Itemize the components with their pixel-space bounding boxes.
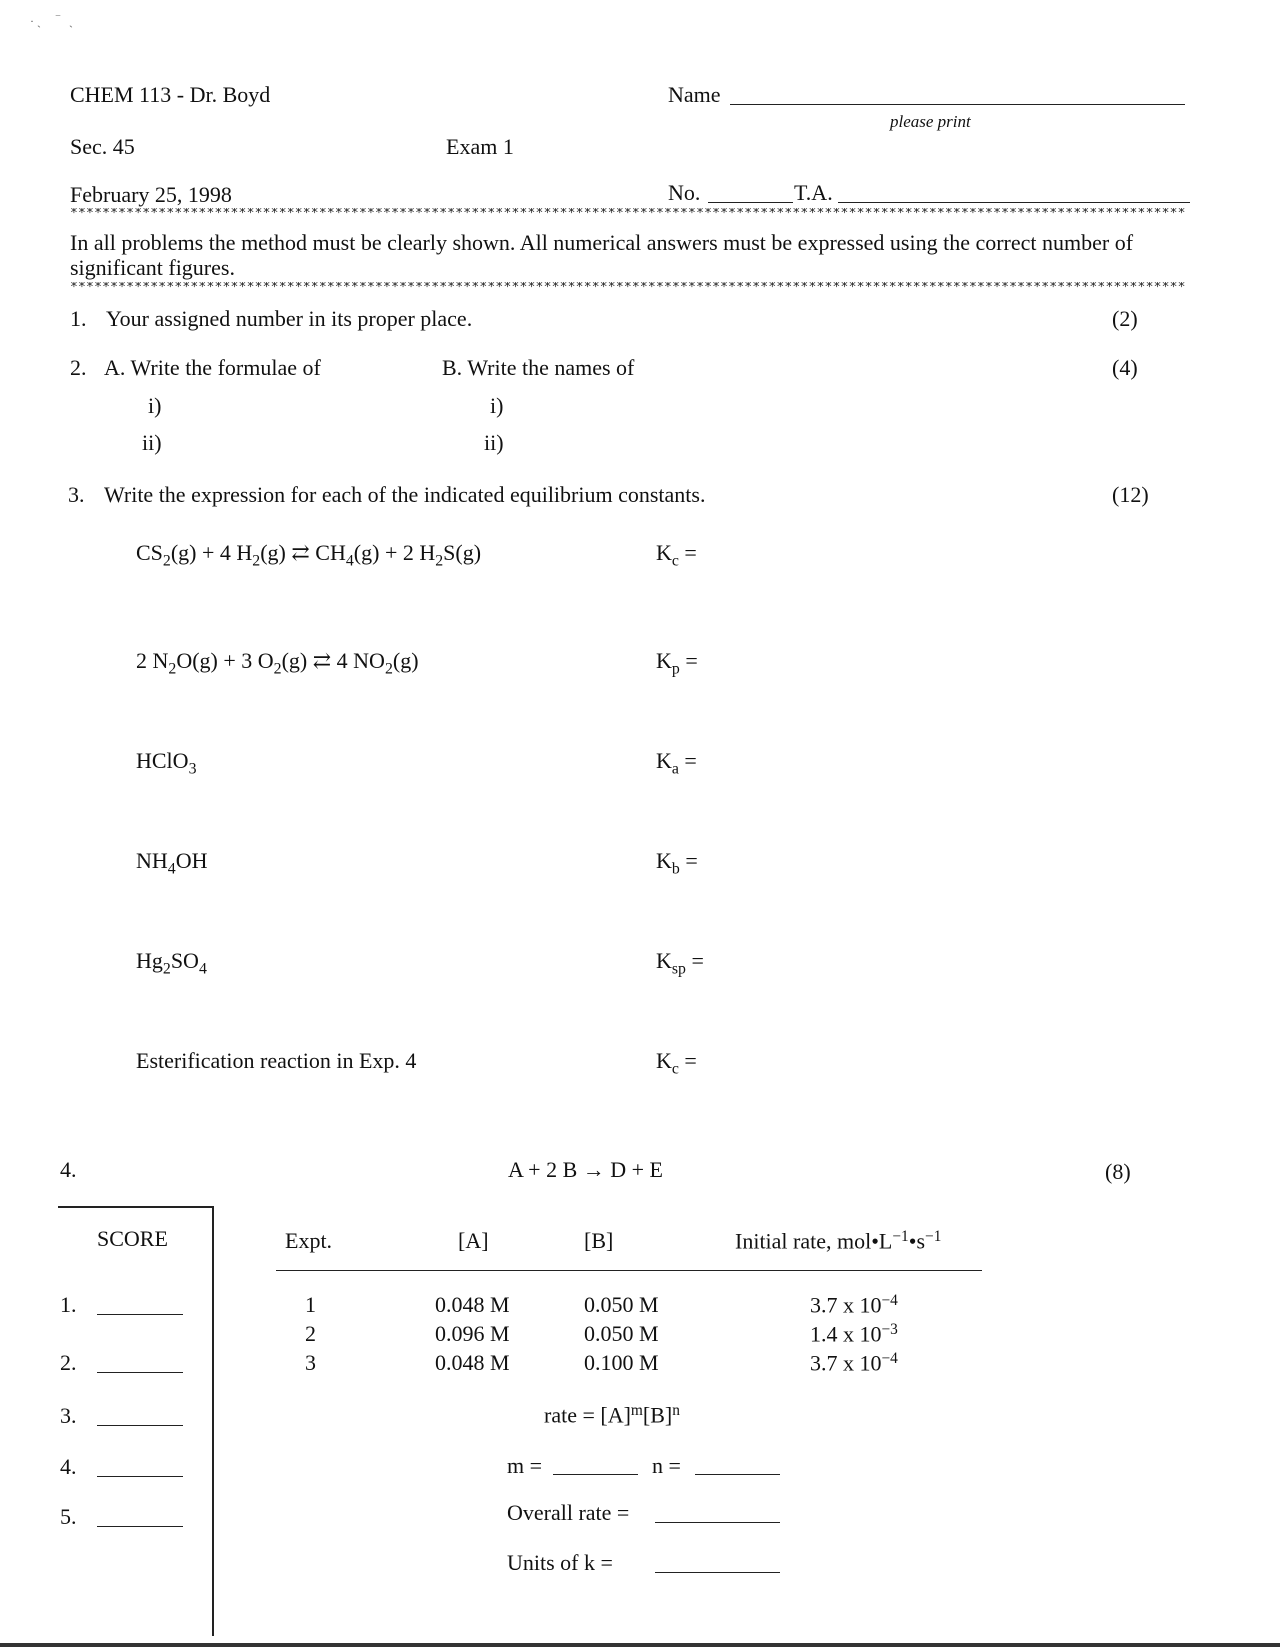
course-title: CHEM 113 - Dr. Boyd bbox=[70, 82, 271, 107]
q2-part-b: B. Write the names of bbox=[442, 355, 635, 380]
q1-points: (2) bbox=[1112, 306, 1138, 331]
star-divider-bottom: ******************************************************************************************************************************************* bbox=[70, 282, 1186, 294]
q3-points: (12) bbox=[1112, 482, 1149, 507]
q4-reaction: A + 2 B → D + E bbox=[508, 1157, 663, 1182]
table-cell-r1-c4: 3.7 x $10^{-4}$ bbox=[810, 1292, 898, 1318]
name-label: Name bbox=[668, 82, 721, 107]
table-cell-r2-c4: 1.4 x $10^{-3}$ bbox=[810, 1321, 898, 1347]
table-cell-r3-c4: 3.7 x $10^{-4}$ bbox=[810, 1350, 898, 1376]
score-item-field-3[interactable] bbox=[97, 1425, 183, 1426]
number-label: No. bbox=[668, 180, 701, 205]
score-item-field-4[interactable] bbox=[97, 1476, 183, 1477]
score-box-top bbox=[58, 1206, 212, 1208]
q3-constant-3: $K_a$ = bbox=[656, 748, 697, 778]
instructions: In all problems the method must be clearly shown. All numerical answers must be expressed using the correct number of significant figures. bbox=[70, 230, 1134, 280]
q3-number: 3. bbox=[68, 482, 85, 507]
m-label: m = bbox=[507, 1453, 543, 1478]
exam-label: Exam 1 bbox=[446, 134, 514, 159]
q3-constant-2: $K_p$ = bbox=[656, 648, 698, 678]
q2-number: 2. bbox=[70, 355, 87, 380]
score-item-label-1: 1. bbox=[60, 1292, 77, 1317]
q1-number: 1. bbox=[70, 306, 87, 331]
table-cell-r1-c1: 1 bbox=[305, 1292, 316, 1317]
page-bottom-edge bbox=[0, 1643, 1280, 1647]
ta-label: T.A. bbox=[794, 180, 833, 205]
q3-species-6: Esterification reaction in Exp. 4 bbox=[136, 1048, 417, 1073]
q3-species-3: HClO$_3$ bbox=[136, 748, 197, 778]
name-hint: please print bbox=[890, 112, 971, 131]
table-cell-r1-c3: 0.050 M bbox=[584, 1292, 659, 1317]
q1-text: Your assigned number in its proper place. bbox=[106, 306, 473, 331]
score-item-label-2: 2. bbox=[60, 1350, 77, 1375]
table-header-2: [A] bbox=[458, 1228, 489, 1253]
q3-species-5: $Hg_2SO_4$ bbox=[136, 948, 207, 978]
star-divider-top: ******************************************************************************************************************************************* bbox=[70, 208, 1186, 220]
table-header-rule bbox=[276, 1270, 982, 1271]
table-cell-r3-c3: 0.100 M bbox=[584, 1350, 659, 1375]
q3-constant-5: $K_{sp}$ = bbox=[656, 948, 704, 978]
score-item-field-5[interactable] bbox=[97, 1526, 183, 1527]
score-item-label-3: 3. bbox=[60, 1403, 77, 1428]
q2-a-item-ii: ii) bbox=[142, 430, 162, 455]
score-title: SCORE bbox=[97, 1226, 168, 1251]
q2-b-item-i: i) bbox=[490, 393, 504, 418]
q3-species-4: $NH_4OH$ bbox=[136, 848, 208, 878]
score-item-label-4: 4. bbox=[60, 1454, 77, 1479]
q3-species-2: 2 $N_2O(g) + 3$ $O_2(g)$ ⇄ 4 $NO_2(g)$ bbox=[136, 648, 419, 678]
table-cell-r2-c2: 0.096 M bbox=[435, 1321, 510, 1346]
table-cell-r2-c3: 0.050 M bbox=[584, 1321, 659, 1346]
q3-text: Write the expression for each of the indicated equilibrium constants. bbox=[104, 482, 706, 507]
n-label: n = bbox=[652, 1453, 681, 1478]
table-header-3: [B] bbox=[584, 1228, 614, 1253]
q3-species-1: $CS_2(g) + 4$ $H_2(g)$ ⇄ $CH_4(g) + 2$ $H_2S(g)$ bbox=[136, 540, 482, 570]
q4-points: (8) bbox=[1105, 1159, 1131, 1184]
score-box-right bbox=[212, 1206, 214, 1636]
q3-constant-1: $K_c$ = bbox=[656, 540, 697, 570]
q3-constant-6: $K_c$ = bbox=[656, 1048, 697, 1078]
q3-constant-4: $K_b$ = bbox=[656, 848, 698, 878]
m-answer-field[interactable] bbox=[553, 1474, 638, 1475]
q2-points: (4) bbox=[1112, 355, 1138, 380]
q2-b-item-ii: ii) bbox=[484, 430, 504, 455]
units-label: Units of k = bbox=[507, 1550, 613, 1575]
score-item-field-1[interactable] bbox=[97, 1314, 183, 1315]
units-field[interactable] bbox=[655, 1572, 780, 1573]
table-cell-r1-c2: 0.048 M bbox=[435, 1292, 510, 1317]
q2-a-item-i: i) bbox=[148, 393, 162, 418]
score-item-field-2[interactable] bbox=[97, 1372, 183, 1373]
n-answer-field[interactable] bbox=[695, 1474, 780, 1475]
overall-rate-field[interactable] bbox=[655, 1522, 780, 1523]
number-field[interactable] bbox=[708, 202, 793, 203]
score-item-label-5: 5. bbox=[60, 1504, 77, 1529]
table-header-1: Expt. bbox=[285, 1228, 333, 1253]
q2-part-a: A. Write the formulae of bbox=[104, 355, 321, 380]
scan-specks: · ˎ ‾ ˎ bbox=[30, 14, 73, 28]
table-cell-r3-c1: 3 bbox=[305, 1350, 316, 1375]
rate-law: rate = $[A]^m[B]^n$ bbox=[544, 1402, 680, 1428]
q4-number: 4. bbox=[60, 1157, 77, 1182]
table-header-4: Initial rate, $mol•L^{-1}•s^{-1}$ bbox=[735, 1228, 942, 1254]
table-cell-r2-c1: 2 bbox=[305, 1321, 316, 1346]
overall-rate-label: Overall rate = bbox=[507, 1500, 630, 1525]
name-field[interactable] bbox=[730, 104, 1185, 105]
section-label: Sec. 45 bbox=[70, 134, 135, 159]
table-cell-r3-c2: 0.048 M bbox=[435, 1350, 510, 1375]
exam-date: February 25, 1998 bbox=[70, 182, 232, 207]
ta-field[interactable] bbox=[838, 202, 1190, 203]
